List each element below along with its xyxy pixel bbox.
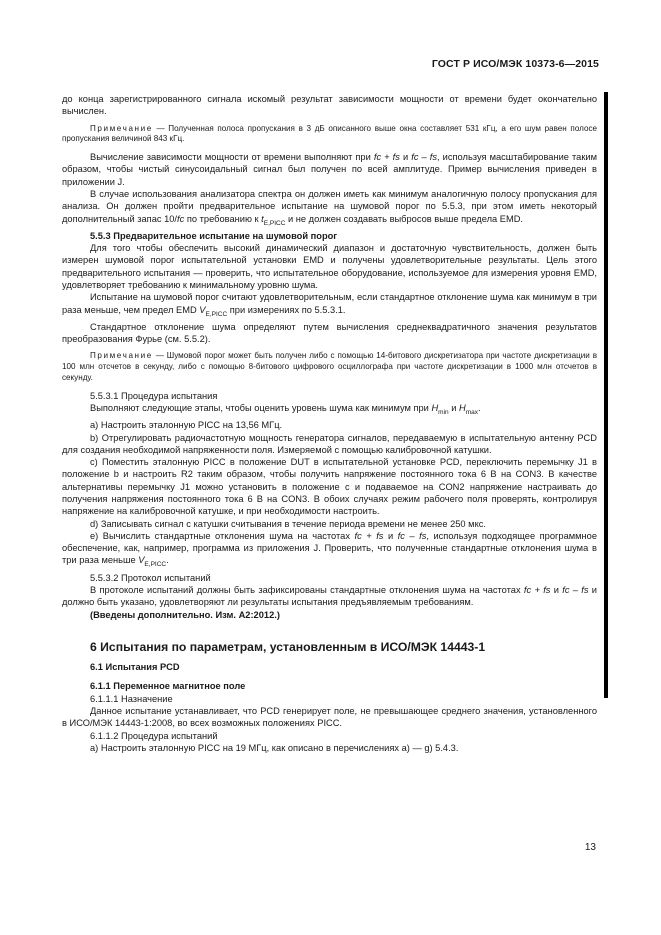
section-heading: 6.1.1 Переменное магнитное поле: [90, 681, 246, 692]
list-item: d) Записывать сигнал с катушки считывания в течение периода времени не менее 250 мкс.: [90, 518, 486, 529]
amendment-note: (Введены дополнительно. Изм. А2:2012.): [90, 609, 280, 620]
page-body: [62, 93, 597, 754]
paragraph: Данное испытание устанавливает, что PCD генерирует поле, не превышающее среднего значения, установленного в ИСО/МЭК 14443-1:2008, во всех возможных положениях PICC.: [62, 706, 597, 729]
note: [62, 351, 597, 383]
list-item: e) Вычислить стандартные отклонения шума на частотах fc + fs и fc – fs, используя подходящее программное обеспечение, как, например, программа из приложения J. Проверить, что полученные стандартные отклонения шума в три раза меньше $V_{E,PICC}$.: [62, 530, 597, 569]
chapter-heading: 6 Испытания по параметрам, установленным в ИСО/МЭК 14443-1: [90, 639, 486, 654]
paragraph: Для того чтобы обеспечить высокий динамический диапазон и достаточную чувствительность, должен быть измерен шумовой порог испытательной установки EMD и получены удовлетворительные результаты. Цель этого предварительного испытания — проверить, что испытательное оборудование, используемое для измерения уровня EMD, удовлетворяет требованию к минимальному уровню шума.: [62, 243, 597, 291]
list-item: a) Настроить эталонную PICC на 13,56 МГц.: [90, 420, 283, 431]
paragraph: до конца зарегистрированного сигнала искомый результат зависимости мощности от времени будет окончательно вычислен.: [62, 94, 597, 117]
paragraph: Вычисление зависимости мощности от времени выполняют при fc + fs и fc – fs, используя масштабирование таким образом, чтобы чистый синусоидальный сигнал был получен по всей амплитуде. Пример вычисления приведен в приложении J.: [62, 152, 598, 187]
paragraph: Стандартное отклонение шума определяют путем вычисления среднеквадратичного значения результатов преобразования Фурье (см. 5.5.2).: [62, 321, 597, 345]
list-item: c) Поместить эталонную PICC в положение DUT в испытательной установке PCD, переключить перемычку J1 в положение b и настроить R2 таким образом, чтобы получить напряжение постоянного тока 6 В на CON3. В качестве альтернативы перемычку J1 можно установить в положение c и подаваемое на CON2 напряжение настраивать до получения напряжения постоянного тока 6 В на CON3. В обоих случаях режим рабочего поля проверять, контролируя напряжение на калибровочной катушке, и при необходимости настроить.: [62, 457, 597, 517]
subsection-heading: 5.5.3.1 Процедура испытания: [90, 390, 218, 401]
note-label: Примечание: [90, 123, 153, 133]
paragraph: Выполняют следующие этапы, чтобы оценить уровень шума как минимум при $H_{min}$ и $H_{max}$.: [90, 403, 481, 416]
change-bar: [604, 92, 608, 698]
note-text: — Шумовой порог может быть получен либо с помощью 14-битового дискретизатора при частоте дискретизации в 100 млн отсчетов в секунду, либо с помощью 8-битового цифрового осциллографа при частоте дискретизации в 1000 млн отсчетов в секунду.: [62, 351, 597, 382]
subsection-heading: 6.1.1.2 Процедура испытаний: [90, 730, 218, 741]
subsection-heading: 6.1.1.1 Назначение: [90, 693, 173, 704]
list-item: a) Настроить эталонную PICC на 19 МГц, как описано в перечислениях a) — g) 5.4.3.: [90, 742, 459, 753]
paragraph: Испытание на шумовой порог считают удовлетворительным, если стандартное отклонение шума как минимум в три раза меньше, чем предел EMD $V_{E,PICC}$ при измерениях по 5.5.3.1.: [62, 292, 597, 318]
note-label: Примечание: [90, 351, 153, 361]
page-number: 13: [584, 842, 596, 853]
note-text: — Полученная полоса пропускания в 3 дБ описанного выше окна составляет 531 кГц, а его шум равен полосе пропускания величиной 843 кГц.: [62, 123, 597, 144]
section-heading: 6.1 Испытания PCD: [90, 662, 180, 673]
section-heading: 5.5.3 Предварительное испытание на шумовой порог: [90, 230, 338, 241]
subsection-heading: 5.5.3.2 Протокол испытаний: [90, 572, 211, 583]
paragraph: В протоколе испытаний должны быть зафиксированы стандартные отклонения шума на частотах fc + fs и fc – fs и должно быть указано, удовлетворяют ли результаты испытания предъявляемым требованиям.: [62, 584, 597, 608]
note: [62, 124, 597, 146]
paragraph: В случае использования анализатора спектра он должен иметь как минимум аналогичную полосу пропускания для анализа. Он должен пройти предварительное испытание на шумовой порог по 5.5.3, при этом иметь некоторый дополнительный запас 10/fc по требованию к $t_{E,PICC}$ и не должен создавать выбросов выше предела EMD.: [62, 189, 597, 227]
list-item: b) Отрегулировать радиочастотную мощность генератора сигналов, передаваемую в испытательную антенну PCD для создания необходимой напряженности поля. Измеряемой с помощью калибровочной катушки.: [62, 432, 597, 455]
document-header: ГОСТ Р ИСО/МЭК 10373-6—2015: [431, 58, 599, 70]
